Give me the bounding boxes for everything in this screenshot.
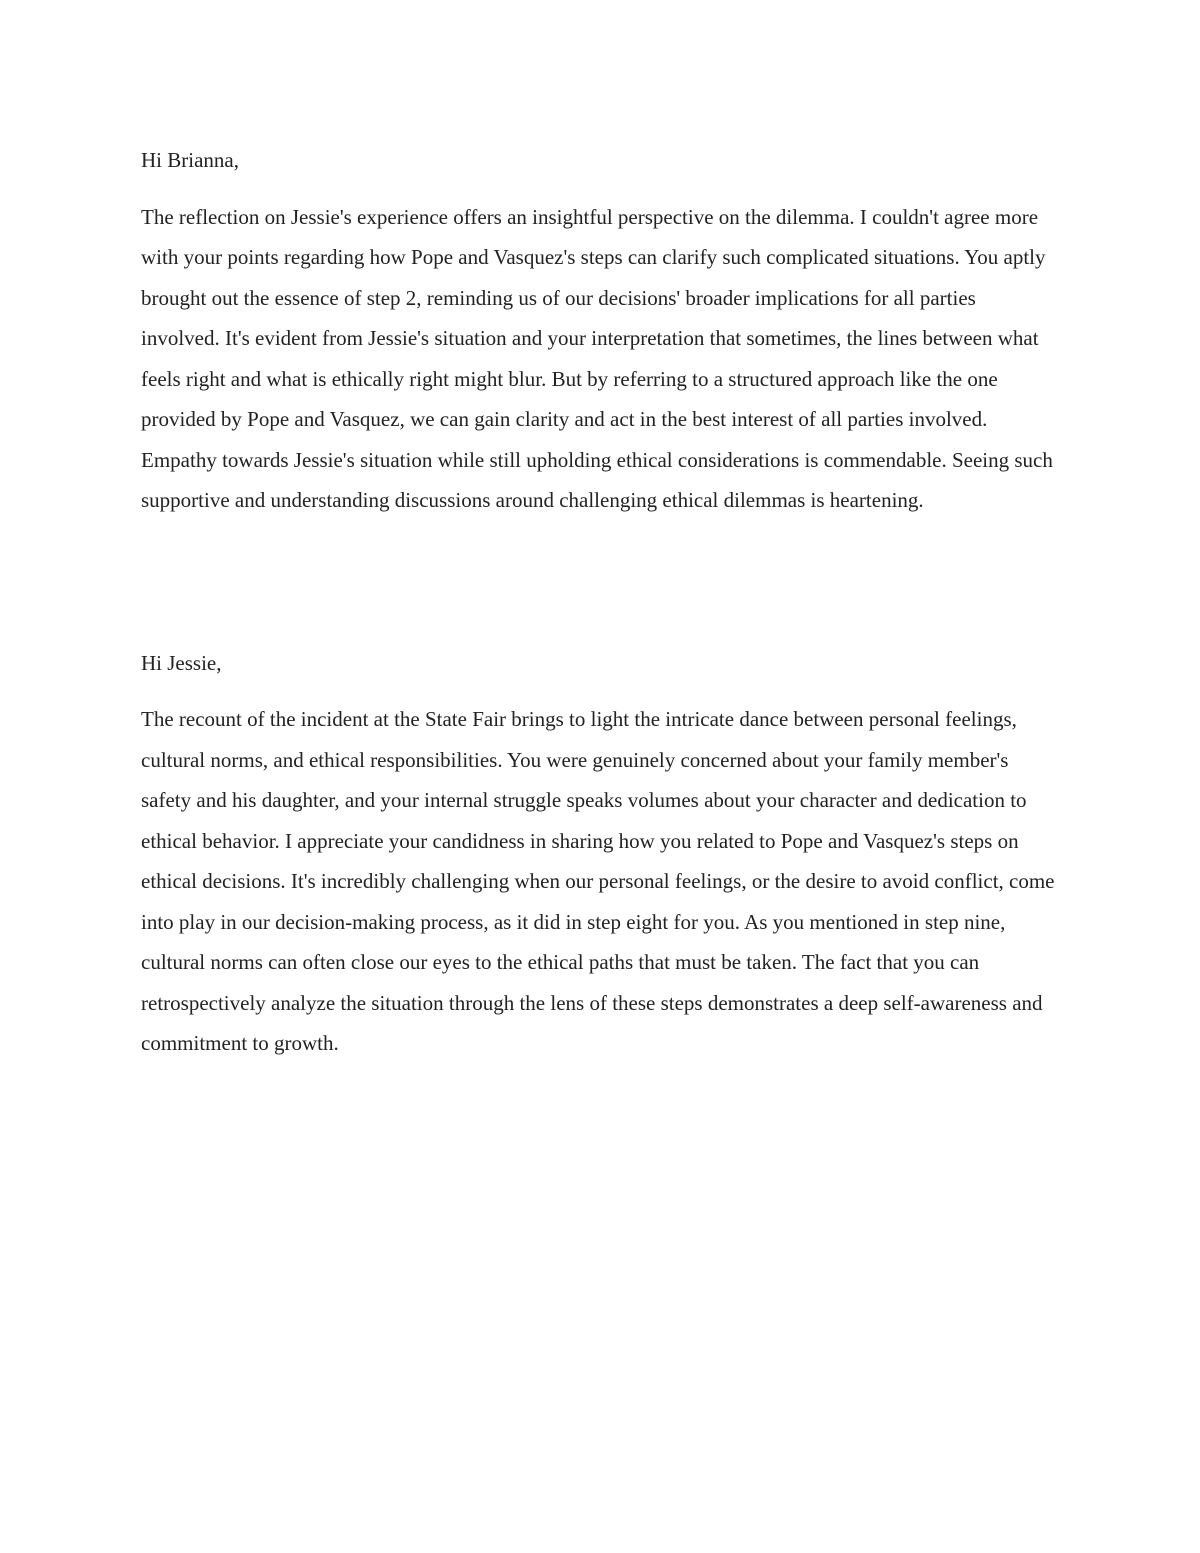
letter-to-jessie: [141, 643, 1200, 1064]
greeting: Hi Brianna,: [141, 148, 239, 172]
letter-to-brianna: [141, 140, 1200, 521]
section-spacer: [141, 521, 1200, 643]
body-paragraph: The recount of the incident at the State Fair brings to light the intricate dance between personal feelings, cultural norms, and ethical responsibilities. You were genuinely concerned about your family member's safety and his daughter, and your internal struggle speaks volumes about your character and dedication to ethical behavior. I appreciate your candidness in sharing how you related to Pope and Vasquez's steps on ethical decisions. It's incredibly challenging when our personal feelings, or the desire to avoid conflict, come into play in our decision-making process, as it did in step eight for you. As you mentioned in step nine, cultural norms can often close our eyes to the ethical paths that must be taken. The fact that you can retrospectively analyze the situation through the lens of these steps demonstrates a deep self-awareness and commitment to growth.: [141, 707, 1055, 1055]
greeting: Hi Jessie,: [141, 650, 222, 675]
body-paragraph: The reflection on Jessie's experience offers an insightful perspective on the dilemma. I couldn't agree more with your points regarding how Pope and Vasquez's steps can clarify such complicated situations. You aptly brought out the essence of step 2, reminding us of our decisions' broader implications for all parties involved. It's evident from Jessie's situation and your interpretation that sometimes, the lines between what feels right and what is ethically right might blur. But by referring to a structured approach like the one provided by Pope and Vasquez, we can gain clarity and act in the best interest of all parties involved. Empathy towards Jessie's situation while still upholding ethical considerations is commendable. Seeing such supportive and understanding discussions around challenging ethical dilemmas is heartening.: [141, 204, 1053, 512]
